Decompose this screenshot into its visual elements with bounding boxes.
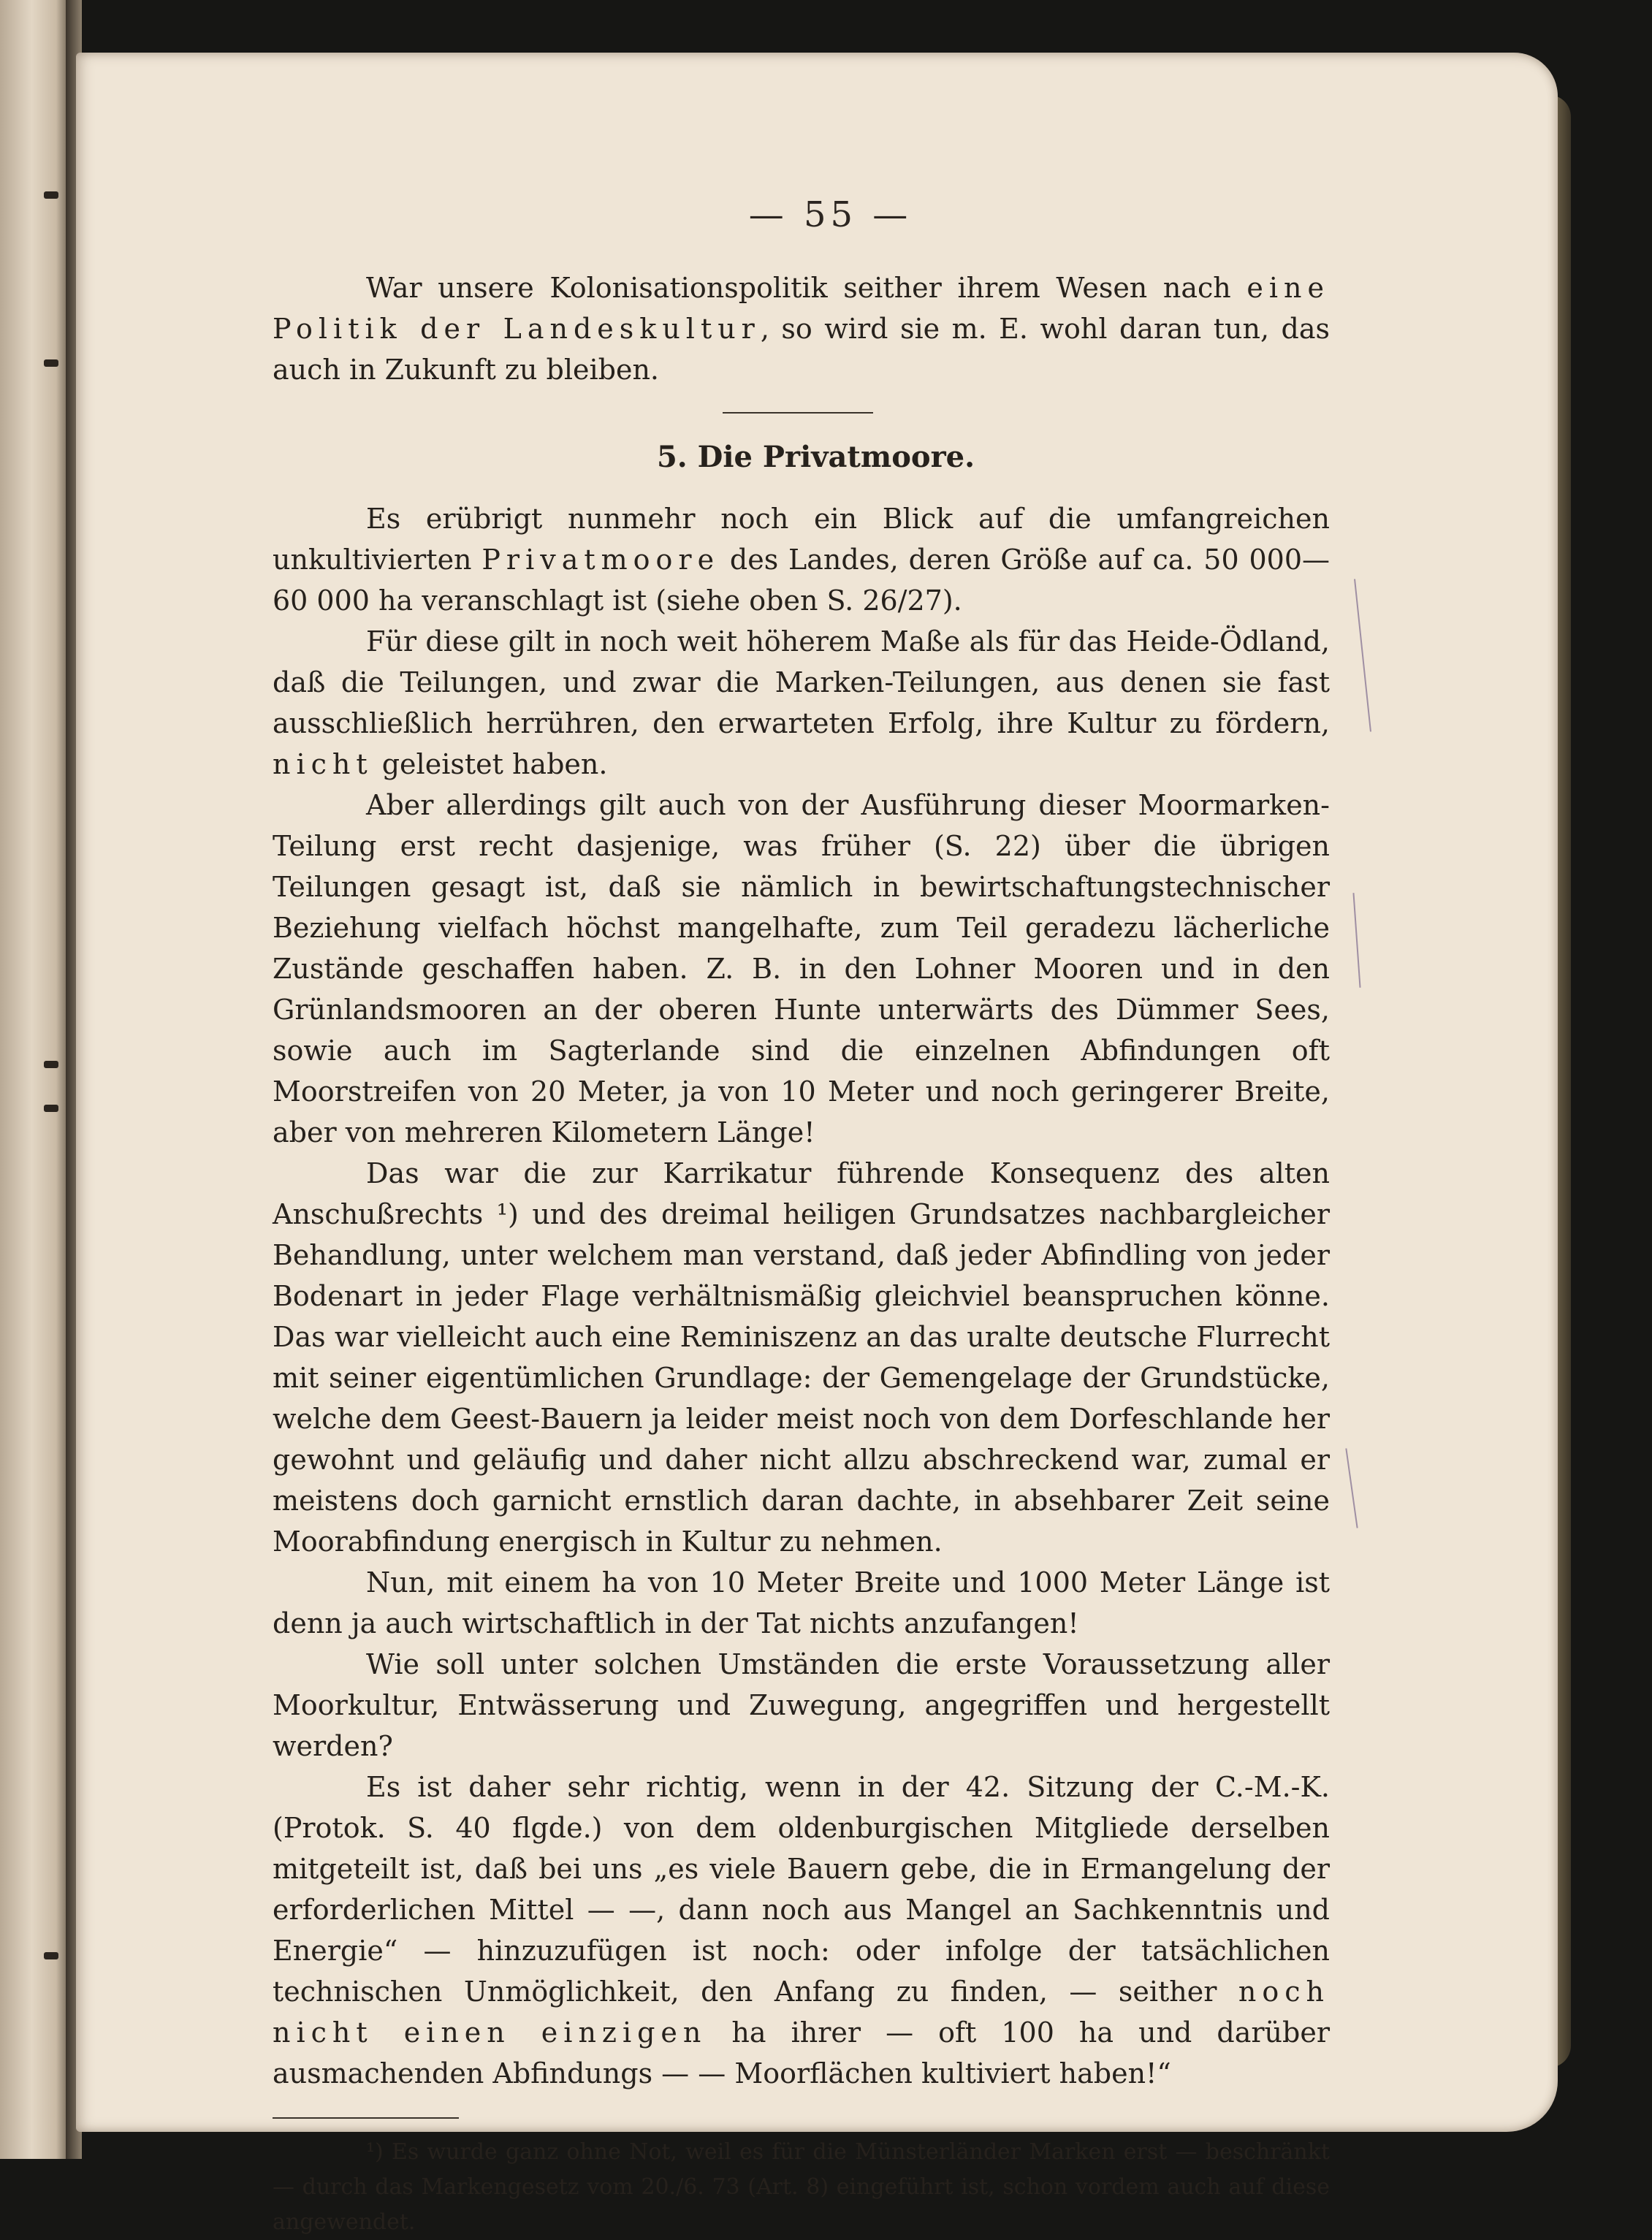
- text-run: Aber allerdings gilt auch von der Ausführung dieser Moormarken-Teilung erst recht dasjenige, was früher (S. 22) über die übrigen Teilungen gesagt ist, daß sie nämlich in bewirtschaftungstechnischer Beziehung vielfach höchst mangelhafte, zum Teil geradezu lächerliche Zustände geschaffen haben. Z. B. in den Lohner Mooren und in den Grünlandsmooren an der oberen Hunte unterwärts des Dümmer Sees, sowie auch im Sagterlande sind die einzelnen Abfindungen oft Moorstreifen von 20 Meter, ja von 10 Meter und noch geringerer Breite, aber von mehreren Kilometern Länge!: [273, 789, 1330, 1148]
- paragraph: [273, 1767, 1330, 2094]
- page-text: [273, 194, 1330, 2240]
- paragraph: [273, 1644, 1330, 1767]
- paragraph: [273, 1562, 1330, 1644]
- footnote: ¹) Es wurde ganz ohne Not, weil es für die Münsterländer Marken erst — beschränkt — durch das Markengesetz vom 20./6. 73 (Art. 8) eingeführt ist, schon vordem auch auf diese angewendet.: [273, 2139, 1330, 2235]
- facing-page-edge: [0, 0, 70, 2159]
- section-heading: 5. Die Privatmoore.: [656, 440, 975, 474]
- text-run: Für diese gilt in noch weit höherem Maße als für das Heide-Ödland, daß die Teilungen, und zwar die Marken-Teilungen, aus denen sie fast ausschließlich herrühren, den erwarteten Erfolg, ihre Kultur zu fördern,: [273, 625, 1330, 739]
- pencil-margin-mark: [1352, 893, 1360, 988]
- text-run: geleistet haben.: [373, 748, 608, 780]
- emphasized-text: nicht: [273, 748, 373, 780]
- emphasized-text: eine Politik der Landeskultur: [273, 272, 1330, 345]
- text-run: Nun, mit einem ha von 10 Meter Breite und 1000 Meter Länge ist denn ja auch wirtschaftlich in der Tat nichts anzufangen!: [273, 1566, 1330, 1639]
- intro-paragraphs: [273, 267, 1330, 390]
- pencil-margin-mark: [1354, 579, 1371, 731]
- text-run: , so wird sie m. E. wohl daran tun, das auch in Zukunft zu bleiben.: [273, 313, 1330, 386]
- binding-stitch: [44, 1105, 58, 1112]
- footnote-rule: [273, 2117, 459, 2119]
- paragraph: [273, 1153, 1330, 1562]
- text-run: Es ist daher sehr richtig, wenn in der 42. Sitzung der C.-M.-K. (Protok. S. 40 flgde.) von dem oldenburgischen Mitgliede derselben mitgeteilt ist, daß bei uns „es viele Bauern gebe, die in Ermangelung der erforderlichen Mittel — —, dann noch aus Mangel an Sachkenntnis und Energie“ — hinzuzufügen ist noch: oder infolge der tatsächlichen technischen Unmöglichkeit, den Anfang zu finden, — seither: [273, 1771, 1330, 2008]
- paragraph: [273, 267, 1330, 390]
- footnotes: [273, 2135, 1330, 2240]
- text-run: ha ihrer — oft 100 ha und darüber ausmachenden Abfindungs — — Moorflächen kultiviert haben!“: [273, 2016, 1331, 2089]
- text-run: War unsere Kolonisationspolitik seither ihrem Wesen nach: [366, 272, 1247, 304]
- binding-stitch: [44, 1061, 58, 1068]
- body-paragraphs: [273, 498, 1330, 2094]
- text-run: Wie soll unter solchen Umständen die erste Voraussetzung aller Moorkultur, Entwässerung und Zuwegung, angegriffen und hergestellt werden?: [273, 1648, 1330, 1762]
- binding-stitch: [44, 359, 58, 367]
- paragraph: [273, 498, 1330, 621]
- pencil-margin-mark: [1345, 1448, 1358, 1528]
- text-run: Es erübrigt nunmehr noch ein Blick auf die umfangreichen unkultivierten: [273, 503, 1330, 576]
- text-run: des Landes, deren Größe auf ca. 50 000—60 000 ha veranschlagt ist (siehe oben S. 26/27).: [273, 544, 1330, 617]
- emphasized-text: noch nicht einen einzigen: [273, 1976, 1330, 2049]
- text-run: Das war die zur Karrikatur führende Konsequenz des alten Anschußrechts ¹) und des dreimal heiligen Grundsatzes nachbargleicher Behandlung, unter welchem man verstand, daß jeder Abfindling von jeder Bodenart in jeder Flage verhältnismäßig gleichviel beanspruchen könne. Das war vielleicht auch eine Reminiszenz an das uralte deutsche Flurrecht mit seiner eigentümlichen Grundlage: der Gemengelage der Grundstücke, welche dem Geest-Bauern ja leider meist noch von dem Dorfeschlande her gewohnt und geläufig und daher nicht allzu abschreckend war, zumal er meistens doch garnicht ernstlich daran dachte, in absehbarer Zeit seine Moorabfindung energisch in Kultur zu nehmen.: [273, 1157, 1330, 1558]
- binding-stitch: [44, 1952, 58, 1959]
- emphasized-text: Privatmoore: [481, 544, 720, 576]
- paragraph: [273, 785, 1330, 1153]
- binding-stitch: [44, 191, 58, 199]
- page-number: — 55 —: [748, 194, 913, 235]
- section-divider: [723, 412, 873, 414]
- paragraph: [273, 621, 1330, 785]
